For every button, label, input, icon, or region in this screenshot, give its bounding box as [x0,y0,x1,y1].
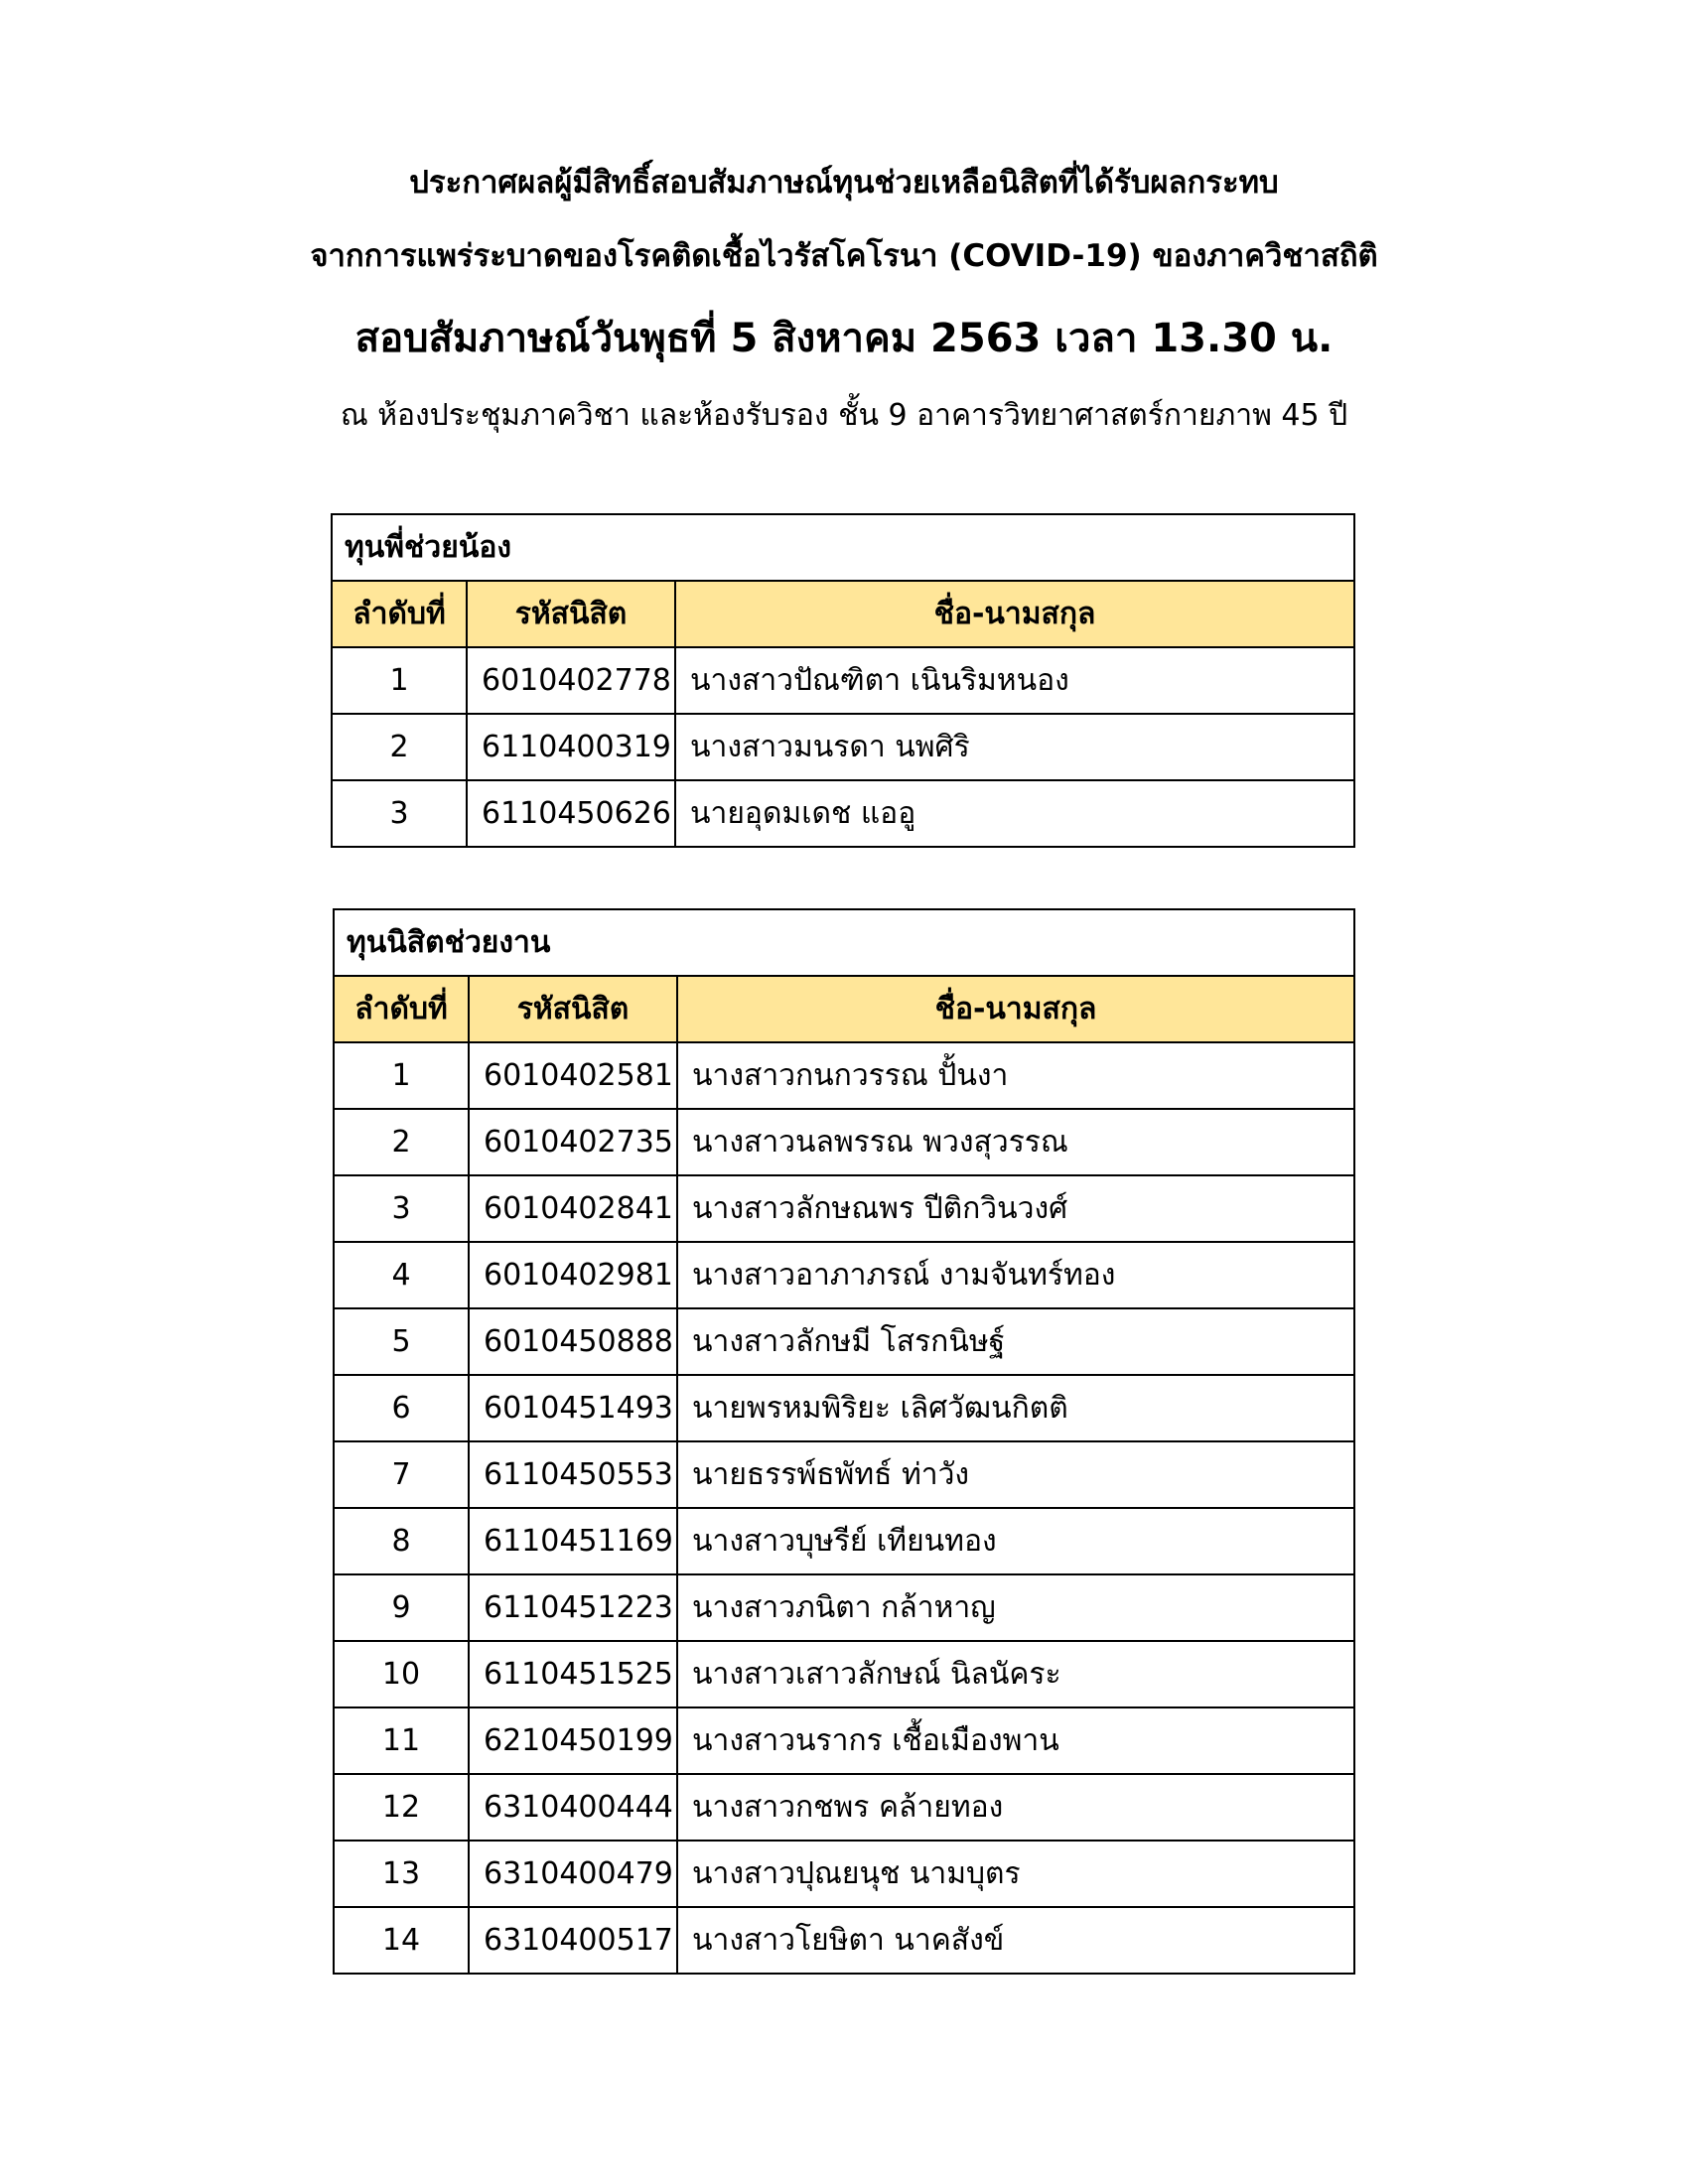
student-id: 6110400319 [467,714,675,780]
section-title: ทุนพี่ช่วยน้อง [332,514,1354,581]
student-name: นางสาวปุณยนุช นามบุตร [677,1841,1354,1907]
table-row [334,1308,1354,1375]
row-number: 9 [334,1574,469,1641]
student-id: 6010402735 [469,1109,677,1175]
student-id: 6310400517 [469,1907,677,1974]
student-id: 6010402981 [469,1242,677,1308]
row-number: 2 [332,714,467,780]
student-id: 6110450553 [469,1441,677,1508]
row-number: 6 [334,1375,469,1441]
student-name: นางสาวภนิตา กล้าหาญ [677,1574,1354,1641]
row-number: 11 [334,1707,469,1774]
row-number: 12 [334,1774,469,1841]
student-id: 6010451493 [469,1375,677,1441]
student-name: นางสาวปัณฑิตา เนินริมหนอง [675,647,1354,714]
table-row [334,1841,1354,1907]
row-number: 5 [334,1308,469,1375]
column-header-name: ชื่อ-นามสกุล [675,581,1354,647]
row-number: 3 [334,1175,469,1242]
student-name: นางสาวโยษิตา นาคสังข์ [677,1907,1354,1974]
row-number: 1 [332,647,467,714]
student-id: 6310400444 [469,1774,677,1841]
student-name: นางสาวลักษมี โสรกนิษฐ์ [677,1308,1354,1375]
row-number: 10 [334,1641,469,1707]
student-id: 6310400479 [469,1841,677,1907]
student-id: 6210450199 [469,1707,677,1774]
table-row [332,647,1354,714]
column-header-name: ชื่อ-นามสกุล [677,976,1354,1042]
table-row [334,1109,1354,1175]
column-header-id: รหัสนิสิต [467,581,675,647]
column-header-no: ลำดับที่ [334,976,469,1042]
student-id: 6110450626 [467,780,675,847]
student-name: นางสาวกชพร คล้ายทอง [677,1774,1354,1841]
announcement-subtitle: จากการแพร่ระบาดของโรคติดเชื้อไวรัสโคโรนา (COVID-19) ของภาควิชาสถิติ [310,238,1378,274]
student-id: 6110451169 [469,1508,677,1574]
table-row [334,1574,1354,1641]
column-header-id: รหัสนิสิต [469,976,677,1042]
table-row [334,1508,1354,1574]
table-row [334,1242,1354,1308]
student-id: 6010402841 [469,1175,677,1242]
student-name: นางสาวลักษณพร ปีติกวินวงศ์ [677,1175,1354,1242]
table-row [334,1707,1354,1774]
student-name: นายอุดมเดช แออู [675,780,1354,847]
student-name: นางสาวอาภาภรณ์ งามจันทร์ทอง [677,1242,1354,1308]
column-header-no: ลำดับที่ [332,581,467,647]
table-row [332,714,1354,780]
interview-location: ณ ห้องประชุมภาควิชา และห้องรับรอง ชั้น 9 อาคารวิทยาศาสตร์กายภาพ 45 ปี [340,398,1348,433]
student-name: นางสาวเสาวลักษณ์ นิลนัคระ [677,1641,1354,1707]
student-id: 6010402581 [469,1042,677,1109]
table-row [334,1375,1354,1441]
student-id: 6110451223 [469,1574,677,1641]
interview-datetime: สอบสัมภาษณ์วันพุธที่ 5 สิงหาคม 2563 เวลา 13.30 น. [354,316,1334,361]
student-id: 6110451525 [469,1641,677,1707]
table-row [334,1441,1354,1508]
row-number: 3 [332,780,467,847]
row-number: 8 [334,1508,469,1574]
student-name: นายพรหมพิริยะ เลิศวัฒนกิตติ [677,1375,1354,1441]
section-title: ทุนนิสิตช่วยงาน [334,909,1354,976]
row-number: 1 [334,1042,469,1109]
table-row [334,1774,1354,1841]
section-table-2 [333,908,1355,1975]
student-name: นางสาวบุษรีย์ เทียนทอง [677,1508,1354,1574]
row-number: 7 [334,1441,469,1508]
table-row [332,780,1354,847]
student-name: นางสาวนรากร เชื้อเมืองพาน [677,1707,1354,1774]
section-table-1 [331,513,1355,848]
table-row [334,1907,1354,1974]
student-id: 6010450888 [469,1308,677,1375]
row-number: 13 [334,1841,469,1907]
announcement-title: ประกาศผลผู้มีสิทธิ์สอบสัมภาษณ์ทุนช่วยเหลือนิสิตที่ได้รับผลกระทบ [409,165,1279,201]
table-row [334,1042,1354,1109]
row-number: 2 [334,1109,469,1175]
student-name: นางสาวมนรดา นพศิริ [675,714,1354,780]
table-row [334,1175,1354,1242]
table-row [334,1641,1354,1707]
student-name: นางสาวกนกวรรณ ปั้นงา [677,1042,1354,1109]
student-name: นายธรรพ์ธพัทธ์ ท่าวัง [677,1441,1354,1508]
student-name: นางสาวนลพรรณ พวงสุวรรณ [677,1109,1354,1175]
student-id: 6010402778 [467,647,675,714]
row-number: 14 [334,1907,469,1974]
row-number: 4 [334,1242,469,1308]
